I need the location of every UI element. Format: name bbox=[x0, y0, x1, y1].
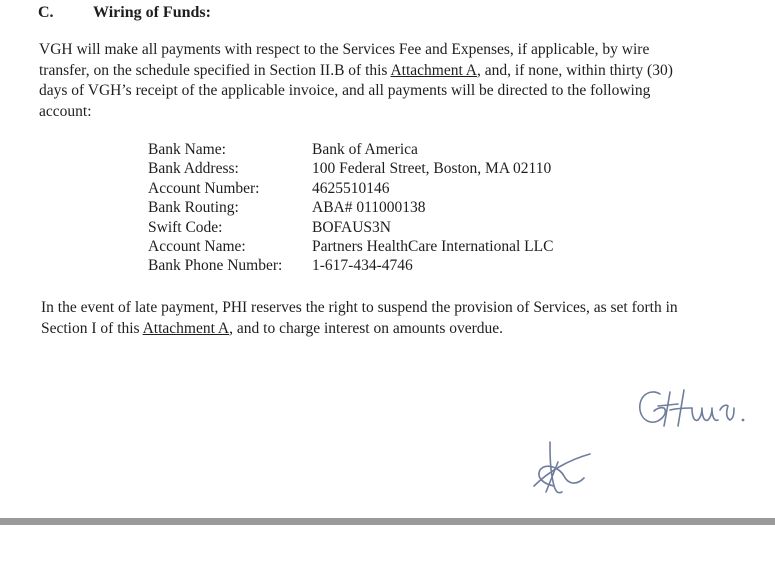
paragraph-line bbox=[41, 319, 741, 340]
late-payment-paragraph bbox=[41, 298, 741, 339]
bank-detail-value: ABA# 011000138 bbox=[312, 199, 426, 217]
attachment-a-link: Attachment A bbox=[142, 319, 230, 337]
bank-detail-row bbox=[148, 237, 553, 256]
paragraph-line bbox=[39, 61, 739, 82]
bank-detail-value: 1-617-434-4746 bbox=[312, 257, 413, 275]
section-number: C. bbox=[38, 4, 54, 21]
next-page-area bbox=[0, 525, 775, 576]
section-heading bbox=[38, 4, 211, 22]
section-title: Wiring of Funds: bbox=[93, 4, 211, 21]
paragraph-line: VGH will make all payments with respect to the Services Fee and Expenses, if applicable, by wire bbox=[39, 41, 650, 58]
paragraph-text: , and to charge interest on amounts overdue. bbox=[229, 319, 504, 337]
bank-detail-label: Bank Name: bbox=[148, 141, 226, 158]
bank-detail-label: Bank Phone Number: bbox=[148, 257, 283, 275]
bank-detail-row bbox=[148, 140, 553, 159]
bank-detail-row bbox=[148, 179, 553, 198]
bank-detail-label: Bank Address: bbox=[148, 160, 239, 178]
paragraph-line: In the event of late payment, PHI reserves the right to suspend the provision of Services, as set forth in bbox=[41, 299, 678, 316]
attachment-a-link: Attachment A bbox=[390, 61, 478, 79]
bank-detail-label: Swift Code: bbox=[148, 218, 223, 236]
paragraph-line: days of VGH’s receipt of the applicable invoice, and all payments will be directed to the following bbox=[39, 82, 651, 99]
bank-detail-value: 100 Federal Street, Boston, MA 02110 bbox=[312, 160, 552, 178]
handwritten-initials-icon bbox=[630, 378, 750, 438]
bank-detail-label: Account Name: bbox=[148, 238, 246, 256]
paragraph-text: transfer, on the schedule specified in Section II.B of this bbox=[39, 61, 391, 79]
bank-detail-value: 4625510146 bbox=[312, 179, 390, 197]
bank-detail-value: BOFAUS3N bbox=[312, 218, 391, 236]
paragraph-text: Section I of this bbox=[41, 319, 143, 337]
bank-detail-label: Account Number: bbox=[148, 179, 260, 197]
bank-detail-row bbox=[148, 256, 553, 275]
handwritten-initial-icon bbox=[528, 436, 598, 500]
payment-paragraph bbox=[39, 40, 739, 122]
paragraph-line: account: bbox=[39, 102, 92, 120]
bank-detail-label: Bank Routing: bbox=[148, 199, 239, 217]
bank-detail-value: Bank of America bbox=[312, 141, 418, 158]
bank-detail-row bbox=[148, 218, 553, 237]
bank-details bbox=[148, 140, 553, 276]
page-divider bbox=[0, 518, 775, 525]
bank-detail-row bbox=[148, 159, 553, 178]
paragraph-text: , and, if none, within thirty (30) bbox=[477, 61, 673, 79]
bank-detail-row bbox=[148, 198, 553, 217]
bank-detail-value: Partners HealthCare International LLC bbox=[312, 238, 554, 256]
